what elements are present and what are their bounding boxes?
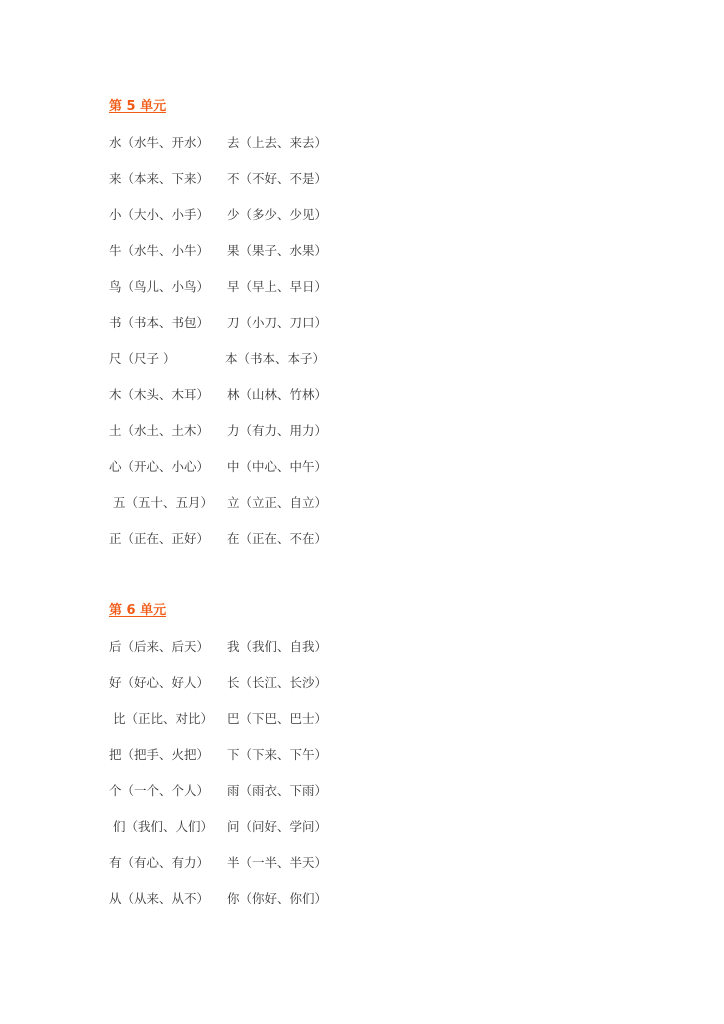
word-row bbox=[109, 386, 447, 422]
word-entry: 在（正在、不在） bbox=[227, 531, 328, 546]
word-row bbox=[109, 890, 447, 926]
word-entry: 从（从来、从不） bbox=[109, 891, 210, 906]
word-row bbox=[109, 638, 447, 674]
word-entry: 果（果子、水果） bbox=[227, 243, 328, 258]
word-entry: 木（木头、木耳） bbox=[109, 387, 210, 402]
word-entry: 有（有心、有力） bbox=[109, 855, 210, 870]
word-entry: 小（大小、小手） bbox=[109, 207, 210, 222]
word-entry: 五（五十、五月） bbox=[109, 495, 213, 510]
word-row bbox=[109, 854, 447, 890]
word-row bbox=[109, 278, 447, 314]
word-entry: 心（开心、小心） bbox=[109, 459, 210, 474]
unit-6-section bbox=[109, 602, 447, 926]
word-entry: 鸟（鸟儿、小鸟） bbox=[109, 279, 210, 294]
word-row bbox=[109, 134, 447, 170]
word-entry: 雨（雨衣、下雨） bbox=[227, 783, 328, 798]
word-row bbox=[109, 818, 447, 854]
word-entry: 牛（水牛、小牛） bbox=[109, 243, 210, 258]
word-row bbox=[109, 782, 447, 818]
word-entry: 去（上去、来去） bbox=[227, 135, 328, 150]
word-entry: 好（好心、好人） bbox=[109, 675, 210, 690]
word-entry: 们（我们、人们） bbox=[109, 819, 213, 834]
word-entry: 把（把手、火把） bbox=[109, 747, 210, 762]
word-entry: 立（立正、自立） bbox=[227, 495, 328, 510]
word-entry: 我（我们、自我） bbox=[227, 639, 328, 654]
word-entry: 中（中心、中午） bbox=[227, 459, 328, 474]
word-entry: 问（问好、学问） bbox=[227, 819, 328, 834]
unit-5-title: 第 5 单元 bbox=[109, 99, 167, 114]
word-row bbox=[109, 206, 447, 242]
word-row bbox=[109, 422, 447, 458]
word-entry: 个（一个、个人） bbox=[109, 783, 210, 798]
word-row bbox=[109, 494, 447, 530]
unit-5-section bbox=[109, 98, 447, 566]
word-entry: 你（你好、你们） bbox=[227, 891, 328, 906]
unit-6-word-list bbox=[109, 638, 447, 926]
word-entry: 后（后来、后天） bbox=[109, 639, 210, 654]
word-entry: 尺（尺子 ） bbox=[109, 351, 176, 366]
word-entry: 早（早上、早日） bbox=[227, 279, 328, 294]
word-entry: 书（书本、书包） bbox=[109, 315, 210, 330]
word-row bbox=[109, 458, 447, 494]
word-row bbox=[109, 674, 447, 710]
word-entry: 来（本来、下来） bbox=[109, 171, 210, 186]
word-entry: 下（下来、下午） bbox=[227, 747, 328, 762]
word-entry: 力（有力、用力） bbox=[227, 423, 328, 438]
word-row bbox=[109, 746, 447, 782]
word-entry: 少（多少、少见） bbox=[227, 207, 328, 222]
word-row bbox=[109, 350, 447, 386]
word-entry: 不（不好、不是） bbox=[227, 171, 328, 186]
word-entry: 土（水土、土木） bbox=[109, 423, 210, 438]
word-entry: 半（一半、半天） bbox=[227, 855, 328, 870]
word-row bbox=[109, 170, 447, 206]
word-entry: 正（正在、正好） bbox=[109, 531, 210, 546]
word-entry: 水（水牛、开水） bbox=[109, 135, 210, 150]
word-entry: 长（长江、长沙） bbox=[227, 675, 328, 690]
unit-5-word-list bbox=[109, 134, 447, 566]
word-entry: 本（书本、本子） bbox=[225, 351, 326, 366]
word-entry: 巴（下巴、巴士） bbox=[227, 711, 328, 726]
word-row bbox=[109, 710, 447, 746]
word-row bbox=[109, 242, 447, 278]
word-row bbox=[109, 530, 447, 566]
word-row bbox=[109, 314, 447, 350]
word-entry: 林（山林、竹林） bbox=[227, 387, 328, 402]
unit-6-title: 第 6 单元 bbox=[109, 603, 167, 618]
word-entry: 比（正比、对比） bbox=[109, 711, 213, 726]
word-entry: 刀（小刀、刀口） bbox=[227, 315, 328, 330]
